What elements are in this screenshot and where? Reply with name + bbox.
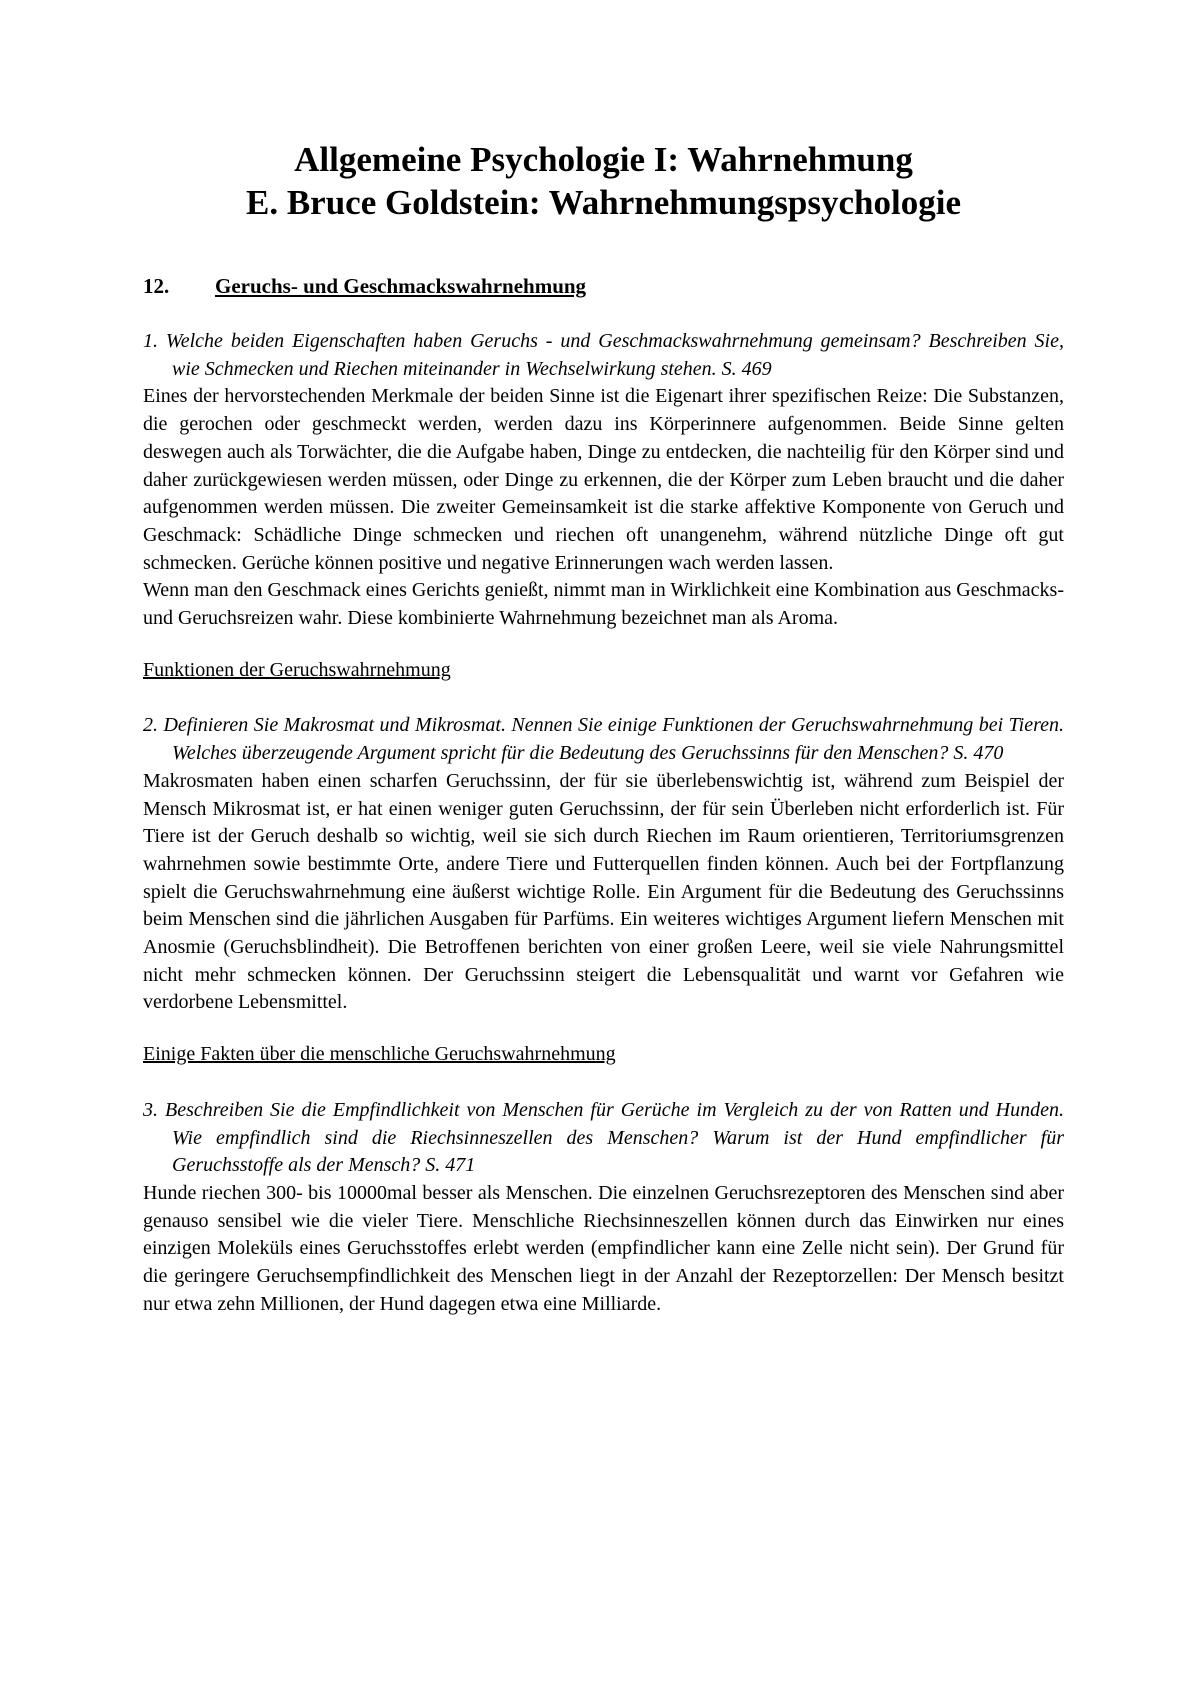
question-1: 1. Welche beiden Eigenschaften haben Geruchs - und Geschmackswahrnehmung gemeinsam? Beschreiben Sie, wie Schmecken und Riechen miteinander in Wechselwirkung stehen. S. 469 xyxy=(143,330,1064,380)
section-heading-functions: Funktionen der Geruchswahrnehmung xyxy=(143,658,451,681)
question-3: 3. Beschreiben Sie die Empfindlichkeit von Menschen für Gerüche im Vergleich zu der von Ratten und Hunden. Wie empfindlich sind die Riechsinneszellen des Menschen? Warum ist der Hund empfindlicher für Geruchsstoffe als der Mensch? S. 471 xyxy=(143,1098,1064,1177)
title-topic: Wahrnehmung xyxy=(687,140,913,179)
chapter-title: Geruchs- und Geschmackswahrnehmung xyxy=(215,274,587,298)
chapter-number: 12. xyxy=(143,274,170,298)
answer-2: Makrosmaten haben einen scharfen Geruchssinn, der für sie überlebenswichtig ist, während zum Beispiel der Mensch Mikrosmat ist, er hat einen weniger guten Geruchssinn, der für sein Überleben nicht erforderlich ist. Für Tiere ist der Geruch deshalb so wichtig, weil sie sich durch Riechen im Raum orientieren, Territoriumsgrenzen wahrnehmen sowie bestimmte Orte, andere Tiere und Futterquellen finden können. Auch bei der Fortpflanzung spielt die Geruchswahrnehmung eine äußerst wichtige Rolle. Ein Argument für die Bedeutung des Geruchssinns beim Menschen sind die jährlichen Ausgaben für Parfüms. Ein weiteres wichtiges Argument liefern Menschen mit Anosmie (Geruchsblindheit). Die Betroffenen berichten von einer großen Leere, weil sie viele Nahrungsmittel nicht mehr schmecken können. Der Geruchssinn steigert die Lebensqualität und warnt vor Gefahren wie verdorbene Lebensmittel. xyxy=(143,769,1064,1014)
answer-1-paragraph-1: Eines der hervorstechenden Merkmale der beiden Sinne ist die Eigenart ihrer spezifischen Reize: Die Substanzen, die gerochen oder geschmeckt werden, werden dazu ins Körperinnere aufgenommen. Beide Sinne gelten deswegen auch als Torwächter, die die Aufgabe haben, Dinge zu entdecken, die nachteilig für den Körper sind und daher zurückgewiesen werden müssen, oder Dinge zu erkennen, die der Körper zum Leben braucht und die daher aufgenommen werden müssen. Die zweiter Gemeinsamkeit ist die starke affektive Komponente von Geruch und Geschmack: Schädliche Dinge schmecken und riechen oft unangenehm, während nützliche Dinge oft gut schmecken. Gerüche können positive und negative Erinnerungen wach werden lassen. xyxy=(143,385,1064,574)
answer-1-paragraph-2: Wenn man den Geschmack eines Gerichts genießt, nimmt man in Wirklichkeit eine Kombination aus Geschmacks- und Geruchsreizen wahr. Diese kombinierte Wahrnehmung bezeichnet man als Aroma. xyxy=(143,579,1064,630)
answer-3: Hunde riechen 300- bis 10000mal besser als Menschen. Die einzelnen Geruchsrezeptoren des Menschen sind aber genauso sensibel wie die vieler Tiere. Menschliche Riechsinneszellen können durch das Einwirken nur eines einzigen Moleküls eines Geruchsstoffes erlebt werden (empfindlicher kann eine Zelle nicht sein). Der Grund für die geringere Geruchsempfindlichkeit des Menschen liegt in der Anzahl der Rezeptorzellen: Der Mensch besitzt nur etwa zehn Millionen, der Hund dagegen etwa eine Milliarde. xyxy=(143,1181,1064,1315)
section-heading-facts: Einige Fakten über die menschliche Geruchswahrnehmung xyxy=(143,1043,616,1066)
title-line1: Allgemeine Psychologie I: Wahrnehmung xyxy=(294,140,913,179)
title-line2: E. Bruce Goldstein: Wahrnehmungspsychologie xyxy=(245,183,961,222)
document-title xyxy=(143,138,1064,224)
question-2: 2. Definieren Sie Makrosmat und Mikrosmat. Nennen Sie einige Funktionen der Geruchswahrnehmung bei Tieren. Welches überzeugende Argument spricht für die Bedeutung des Geruchssinns für den Menschen? S. 470 xyxy=(143,714,1064,765)
chapter-heading xyxy=(143,272,1064,300)
